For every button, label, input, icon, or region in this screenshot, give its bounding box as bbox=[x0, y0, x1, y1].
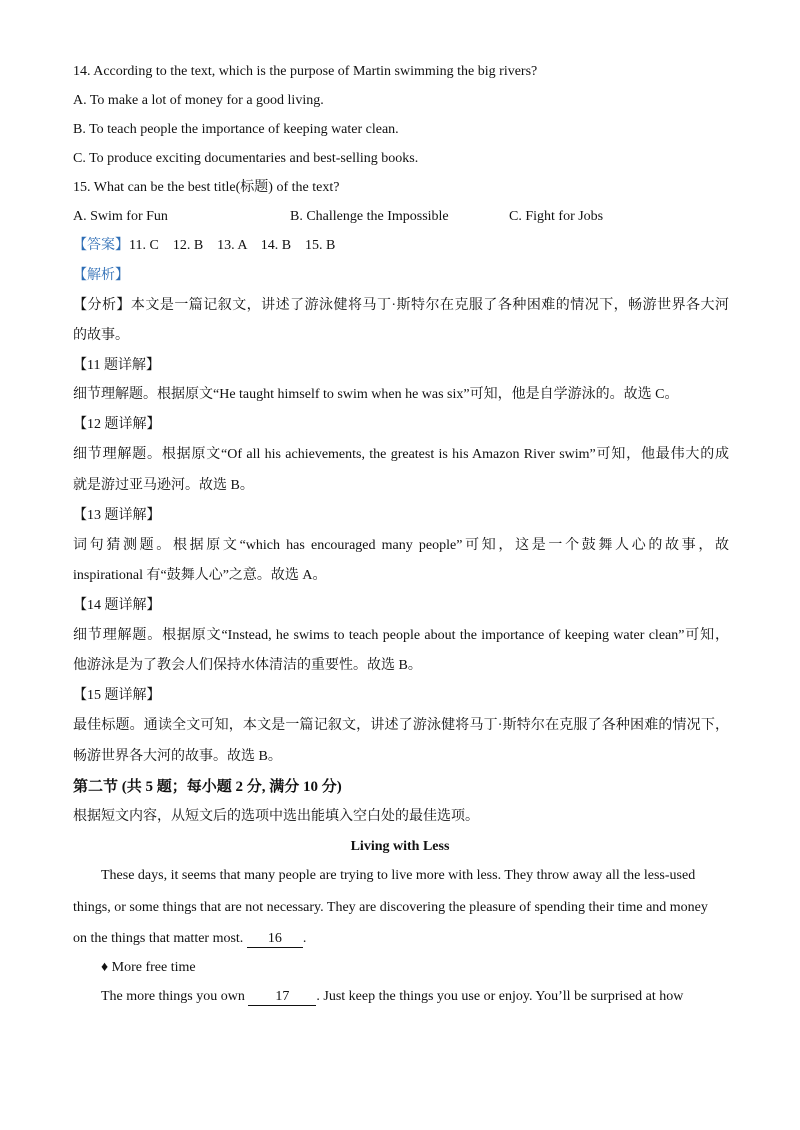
question-14-option-b: B. To teach people the importance of keeping water clean. bbox=[73, 122, 399, 137]
section-2-heading: 第二节 (共 5 题；每小题 2 分, 满分 10 分) bbox=[73, 779, 342, 795]
detail-13-line-2: inspirational 有“鼓舞人心”之意。故选 A。 bbox=[73, 568, 327, 583]
question-14-option-a: A. To make a lot of money for a good living. bbox=[73, 93, 324, 108]
blank-17: 17 bbox=[248, 989, 316, 1006]
detail-15-line-1: 最佳标题。通读全文可知，本文是一篇记叙文，讲述了游泳健将马丁·斯特尔在克服了各种困难的情况下， bbox=[73, 718, 729, 733]
detail-12-line-2: 就是游过亚马逊河。故选 B。 bbox=[73, 478, 254, 493]
analysis-label: 【解析】 bbox=[73, 268, 129, 283]
detail-13-line-1: 词句猜测题。根据原文“which has encouraged many people”可知，这是一个鼓舞人心的故事，故 bbox=[73, 538, 729, 553]
analysis-line-1: 【分析】本文是一篇记叙文，讲述了游泳健将马丁·斯特尔在克服了各种困难的情况下，畅游世界各大河 bbox=[73, 298, 729, 313]
detail-14-line-2: 他游泳是为了教会人们保持水体清洁的重要性。故选 B。 bbox=[73, 658, 422, 673]
section-2-instruction: 根据短文内容，从短文后的选项中选出能填入空白处的最佳选项。 bbox=[73, 809, 479, 824]
passage-p2-line-1 bbox=[101, 988, 683, 1006]
detail-12-heading: 【12 题详解】 bbox=[73, 417, 161, 432]
detail-11-heading: 【11 题详解】 bbox=[73, 358, 160, 373]
question-15-stem: 15. What can be the best title(标题) of the text? bbox=[73, 180, 340, 195]
detail-12-line-1: 细节理解题。根据原文“Of all his achievements, the greatest is his Amazon River swim”可知，他最伟大的成 bbox=[73, 447, 729, 462]
passage-p1-line-1: These days, it seems that many people are trying to live more with less. They throw away all the less-used bbox=[101, 868, 696, 883]
question-15-options bbox=[73, 208, 733, 226]
detail-14-line-1: 细节理解题。根据原文“Instead, he swims to teach people about the importance of keeping water clean”可知， bbox=[73, 628, 729, 643]
question-15-option-a: A. Swim for Fun bbox=[73, 209, 168, 224]
question-14-option-c: C. To produce exciting documentaries and best-selling books. bbox=[73, 151, 419, 166]
passage-p1-line-3-text: on the things that matter most. bbox=[73, 931, 247, 946]
answer-line bbox=[73, 237, 335, 255]
question-15-option-b: B. Challenge the Impossible bbox=[290, 209, 449, 224]
passage-p1-line-2: things, or some things that are not necessary. They are discovering the pleasure of spending their time and money bbox=[73, 900, 708, 915]
detail-11-line-1: 细节理解题。根据原文“He taught himself to swim when he was six”可知，他是自学游泳的。故选 C。 bbox=[73, 387, 679, 402]
analysis-line-2: 的故事。 bbox=[73, 328, 129, 343]
question-14-stem: 14. According to the text, which is the purpose of Martin swimming the big rivers? bbox=[73, 64, 538, 79]
detail-14-heading: 【14 题详解】 bbox=[73, 598, 161, 613]
blank-16: 16 bbox=[247, 931, 303, 948]
detail-13-heading: 【13 题详解】 bbox=[73, 508, 161, 523]
question-15-option-c: C. Fight for Jobs bbox=[509, 209, 604, 224]
passage-p1-line-3-end: . bbox=[302, 931, 307, 946]
detail-15-heading: 【15 题详解】 bbox=[73, 688, 161, 703]
passage-p2-line-1-text: The more things you own bbox=[101, 989, 249, 1004]
passage-p2-line-1-end: . Just keep the things you use or enjoy. You’ll be surprised at how bbox=[316, 989, 684, 1004]
answer-label: 【答案】 bbox=[73, 238, 129, 253]
answer-text: 11. C 12. B 13. A 14. B 15. B bbox=[129, 238, 336, 253]
passage-p1-line-3 bbox=[73, 930, 306, 948]
detail-15-line-2: 畅游世界各大河的故事。故选 B。 bbox=[73, 749, 282, 764]
bullet-more-free-time: ♦ More free time bbox=[101, 960, 196, 975]
passage-title: Living with Less bbox=[350, 839, 450, 854]
